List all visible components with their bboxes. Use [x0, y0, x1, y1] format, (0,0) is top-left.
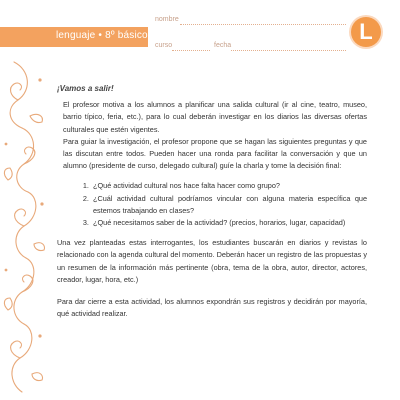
question-item: 1. ¿Qué actividad cultural nos hace falta hacer como grupo? — [91, 180, 367, 192]
paragraph-closing: Para dar cierre a esta actividad, los alumnos expondrán sus registros y decidirán por mayoría, qué actividad realizar. — [57, 297, 367, 319]
dot-2 — [5, 143, 8, 146]
subject-bullet: • — [98, 30, 103, 41]
dot-4 — [5, 269, 8, 272]
questions-list — [57, 180, 367, 229]
dot-1 — [38, 78, 41, 81]
curl-2 — [24, 147, 35, 164]
subject-label — [56, 30, 148, 41]
leaf-4 — [4, 298, 12, 310]
paragraph-intro: El profesor motiva a los alumnos a planificar una salida cultural (ir al cine, teatro, museo, barrio típico, feria, etc.), para lo cual deberán investigar en los diarios las diversas ofertas culturales que estén vigentes. — [63, 100, 367, 134]
subject-badge: L — [351, 17, 381, 47]
date-field[interactable] — [231, 50, 346, 51]
leaf-3 — [34, 243, 45, 251]
dot-5 — [38, 334, 41, 337]
document-body — [57, 83, 367, 320]
curl-1 — [11, 83, 22, 100]
curl-3 — [15, 209, 26, 226]
grade-label: 8º básico — [105, 30, 148, 41]
section-heading: ¡Vamos a salir! — [57, 84, 114, 93]
name-field[interactable] — [180, 24, 346, 25]
swirl-5 — [12, 324, 32, 392]
course-field-label: curso — [155, 42, 173, 49]
dot-3 — [40, 202, 43, 205]
leaf-2 — [4, 168, 12, 180]
paragraph-spacer — [57, 286, 367, 296]
paragraph-research: Una vez planteadas estas interrogantes, los estudiantes buscarán en diarios y revistas lo relacionado con la agenda cultural del momento. Deberán hacer un registro de las propuestas y un resumen de la información más pertinente (obra, tema de la obra, autor, director, actores, creador, lugar, hora, etc.) — [57, 238, 367, 284]
subject-name: lenguaje — [56, 30, 96, 41]
name-field-label: nombre — [155, 16, 179, 23]
leaf-1 — [30, 114, 42, 122]
question-item: 2. ¿Cuál actividad cultural podríamos vincular con alguna materia específica que estemos trabajando en clases? — [91, 193, 367, 217]
date-field-label: fecha — [214, 42, 232, 49]
decorative-swirls — [0, 56, 52, 400]
leaf-5 — [32, 373, 43, 381]
course-field[interactable] — [172, 50, 210, 51]
swirl-3 — [16, 192, 36, 258]
question-item: 3. ¿Qué necesitamos saber de la actividad? (precios, horarios, lugar, capacidad) — [91, 217, 367, 229]
swirl-1 — [10, 62, 27, 128]
paragraph-guide: Para guiar la investigación, el profesor propone que se hagan las siguientes preguntas y que las discutan entre todos. Pueden hacer una ronda para facilitar la conversación y que un alumno (presidente de curso, delegado cultural) guíe la charla y tome la decisión final: — [63, 136, 367, 171]
curl-5 — [11, 341, 22, 358]
